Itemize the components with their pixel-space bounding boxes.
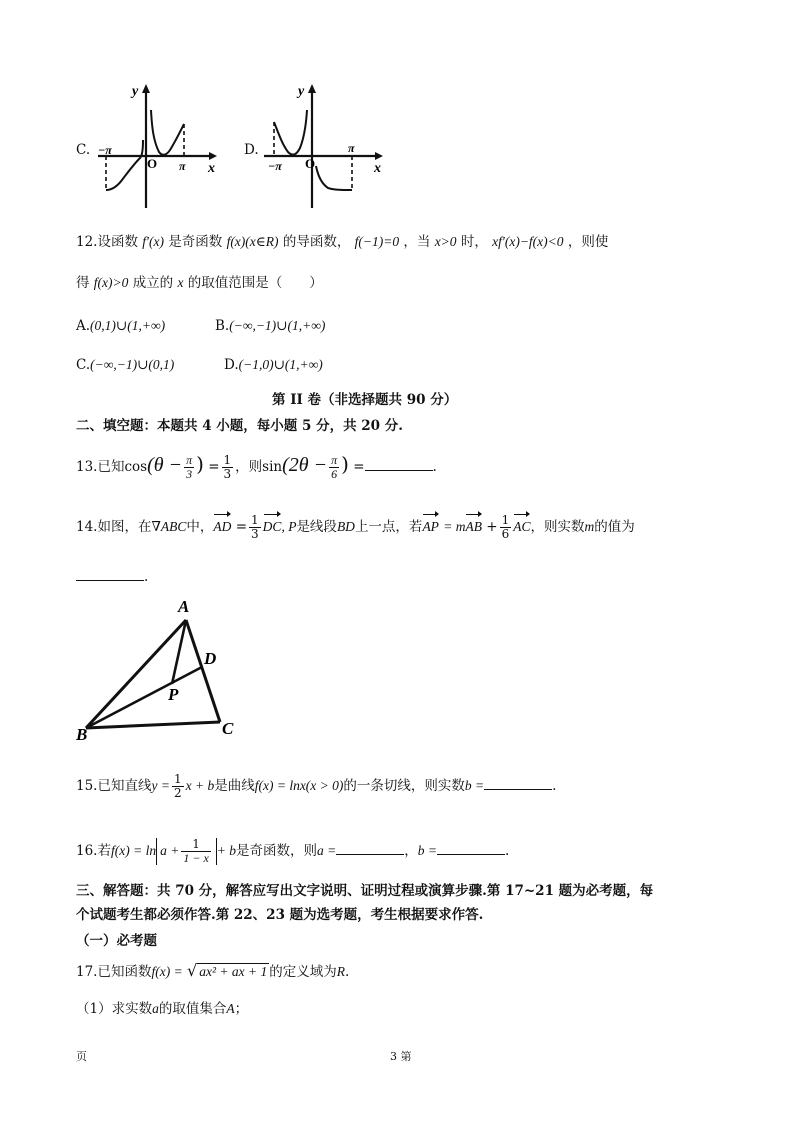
q14 xyxy=(76,514,635,541)
q12-line2 xyxy=(76,274,323,292)
section2-title: 二、填空题：本题共 4 小题，每小题 5 分，共 20 分. xyxy=(76,418,403,434)
graph-c-x-label: x xyxy=(208,161,215,176)
q13-open: (θ − xyxy=(147,454,183,476)
option-value: (0,1)∪(1,+∞) xyxy=(90,318,166,333)
q14-answer-line xyxy=(76,566,148,586)
q16-text: 16.若 xyxy=(76,843,111,859)
q17-sub1-a: a xyxy=(152,1001,159,1016)
q13-sin: sin xyxy=(262,459,283,475)
q16-f: f(x) = ln xyxy=(110,843,157,858)
q14-triangle: ∇ABC xyxy=(151,519,187,534)
q12-cond3: xf′(x)−f(x)<0 xyxy=(492,234,564,249)
q17-sub1 xyxy=(76,1000,248,1018)
q14-text: 14.如图，在 xyxy=(76,519,152,535)
q14-answer-blank[interactable] xyxy=(76,566,144,581)
q17-sub1-text: 的取值集合 xyxy=(158,1001,227,1017)
q13-eq2: = xyxy=(353,459,365,475)
q16-answer-b[interactable] xyxy=(437,840,505,855)
q13-pi: π xyxy=(186,453,193,467)
q16-text: 是奇函数，则 xyxy=(236,843,318,859)
q16-den: 1 − x xyxy=(183,851,209,865)
q14-text: 是线段 xyxy=(296,519,337,535)
q13 xyxy=(76,454,437,481)
q14-den: 3 xyxy=(251,527,259,541)
option-c-label: C. xyxy=(76,142,91,158)
q15-y: y = xyxy=(151,778,170,793)
q14-text: 的值为 xyxy=(594,519,635,535)
q16-plus-b: + b xyxy=(216,843,237,858)
q12-text: 的导函数， xyxy=(282,234,351,250)
q14-den2: 6 xyxy=(501,527,510,541)
q12-text: ，当 xyxy=(403,234,431,250)
point-p: P xyxy=(168,685,179,704)
q12-f: f(x)(x∈R) xyxy=(226,234,279,249)
q12-expr: f(x)>0 xyxy=(93,275,129,290)
part2-title: 第 II 卷（非选择题共 90 分） xyxy=(272,392,458,408)
option-d-label: D. xyxy=(244,142,259,158)
subsection-title: （一）必考题 xyxy=(76,933,157,949)
graph-c-y-label: y xyxy=(132,84,139,99)
q14-p: , P xyxy=(281,519,297,534)
q15-b: b = xyxy=(464,778,485,793)
q15-den: 2 xyxy=(173,786,182,800)
footer-left: 页 xyxy=(76,1050,87,1063)
q12-option-c[interactable] xyxy=(76,356,174,374)
q15-curve: f(x) = lnx(x > 0) xyxy=(254,778,344,793)
q13-text: ，则 xyxy=(235,459,263,475)
q17-text: 的定义域为 xyxy=(269,964,337,980)
graph-c-neg-pi: −π xyxy=(98,143,112,157)
q15-text: 的一条切线，则实数 xyxy=(343,778,465,794)
q14-vec-ad: AD xyxy=(213,519,232,534)
q14-eq: = xyxy=(235,519,248,535)
q16-a: a + xyxy=(160,843,180,858)
q16-b-eq: b = xyxy=(417,843,438,858)
q17-f: f(x) = xyxy=(151,964,183,979)
q17-text: 17.已知函数 xyxy=(76,964,152,980)
graph-d xyxy=(262,80,387,210)
q12-fprime: f′(x) xyxy=(142,234,164,249)
option-label: C. xyxy=(76,357,91,373)
q14-vec-ac: AC xyxy=(513,519,531,534)
q16-answer-a[interactable] xyxy=(336,840,404,855)
graph-d-y-label: y xyxy=(298,84,305,99)
q12-text: 的取值范围是（ ） xyxy=(187,275,323,291)
vertex-c: C xyxy=(222,719,234,738)
q14-plus: + xyxy=(486,519,498,535)
q14-vec-dc: DC xyxy=(262,519,282,534)
section3-line1: 三、解答题：共 70 分，解答应写出文字说明、证明过程或演算步骤.第 17~21 题为必考题，每 xyxy=(76,883,654,899)
graph-d-pi: π xyxy=(348,141,355,155)
option-value: (−∞,−1)∪(1,+∞) xyxy=(229,318,326,333)
q14-num: 1 xyxy=(251,513,259,527)
q15-rest: x + b xyxy=(185,778,215,793)
graph-c-origin: O xyxy=(147,156,158,171)
q12-text: ，则使 xyxy=(567,234,609,250)
q12-var: x xyxy=(177,275,184,290)
q17-end: . xyxy=(344,964,350,980)
footer-page-number: 3 第 xyxy=(390,1050,412,1063)
vertex-b: B xyxy=(76,725,88,744)
triangle-figure xyxy=(74,594,244,744)
sqrt-icon: √ xyxy=(187,961,198,980)
q14-text: 上一点，若 xyxy=(354,519,423,535)
q14-eq2: = m xyxy=(443,519,466,534)
q13-pi2: π xyxy=(331,453,338,467)
q13-open2: (2θ − xyxy=(282,454,328,476)
q13-text: 13.已知 xyxy=(76,459,125,475)
q16-end: . xyxy=(505,843,510,859)
q14-text: 中， xyxy=(186,519,214,535)
q17-r: R xyxy=(336,964,345,979)
q12-text: 得 xyxy=(76,275,90,291)
q16-comma: ， xyxy=(404,843,418,859)
q12-cond2: x>0 xyxy=(434,234,457,249)
q12-line1 xyxy=(76,233,608,251)
q12-text: 时， xyxy=(460,234,488,250)
q14-bd: BD xyxy=(336,519,355,534)
q12-text: 成立的 xyxy=(132,275,174,291)
q14-num2: 1 xyxy=(501,513,510,527)
q15-num: 1 xyxy=(173,772,182,786)
q14-end: . xyxy=(144,569,149,585)
section3-line2: 个试题考生都必须作答.第 22、23 题为选考题，考生根据要求作答. xyxy=(76,907,484,923)
q15-end: . xyxy=(552,778,557,794)
vertex-a: A xyxy=(178,597,190,616)
graph-c-pi: π xyxy=(179,159,186,173)
q13-answer-blank[interactable] xyxy=(365,456,433,471)
q13-den: 3 xyxy=(186,467,193,481)
q15-text: 是曲线 xyxy=(214,778,255,794)
option-value: (−∞,−1)∪(0,1) xyxy=(90,357,175,372)
q16-a-eq: a = xyxy=(317,843,337,858)
q16 xyxy=(76,838,509,865)
q12-option-d[interactable] xyxy=(224,356,323,374)
graph-d-origin: O xyxy=(305,156,316,171)
q14-text: ，则实数 xyxy=(530,519,585,535)
option-label: D. xyxy=(224,357,239,373)
q14-vec-ap: AP xyxy=(422,519,439,534)
q13-cos: cos xyxy=(124,459,148,475)
q13-den2: 3 xyxy=(223,467,232,481)
graph-c xyxy=(96,80,221,210)
q16-num: 1 xyxy=(181,838,210,852)
q12-option-a[interactable] xyxy=(76,317,165,335)
q15 xyxy=(76,773,556,800)
q12-text: 是奇函数 xyxy=(168,234,223,250)
q17-radicand: ax² + ax + 1 xyxy=(199,964,268,979)
q13-close2: ) xyxy=(341,452,349,476)
q12-option-b[interactable] xyxy=(215,317,325,335)
q13-close: ) xyxy=(196,452,204,476)
q17 xyxy=(76,962,349,981)
q12-cond1: f(−1)=0 xyxy=(354,234,400,249)
q12-text: 12.设函数 xyxy=(76,234,138,250)
q14-vec-ab: AB xyxy=(465,519,482,534)
q15-answer-blank[interactable] xyxy=(484,775,552,790)
q15-text: 15.已知直线 xyxy=(76,778,152,794)
q17-sub1-set: A xyxy=(226,1001,235,1016)
q13-end: . xyxy=(432,459,437,475)
graph-d-x-label: x xyxy=(374,161,381,176)
point-d: D xyxy=(204,649,217,668)
q13-den3: 6 xyxy=(331,467,338,481)
q17-sub1-end: ； xyxy=(234,1001,249,1017)
q14-m: m xyxy=(584,519,595,534)
q13-one: 1 xyxy=(223,453,232,467)
q17-sub1-text: （1）求实数 xyxy=(76,1001,153,1017)
q13-eq: = xyxy=(208,459,220,475)
option-value: (−1,0)∪(1,+∞) xyxy=(238,357,323,372)
option-label: B. xyxy=(215,318,230,334)
graph-d-neg-pi: −π xyxy=(268,159,282,173)
q16-abs xyxy=(156,838,217,865)
option-label: A. xyxy=(76,318,91,334)
